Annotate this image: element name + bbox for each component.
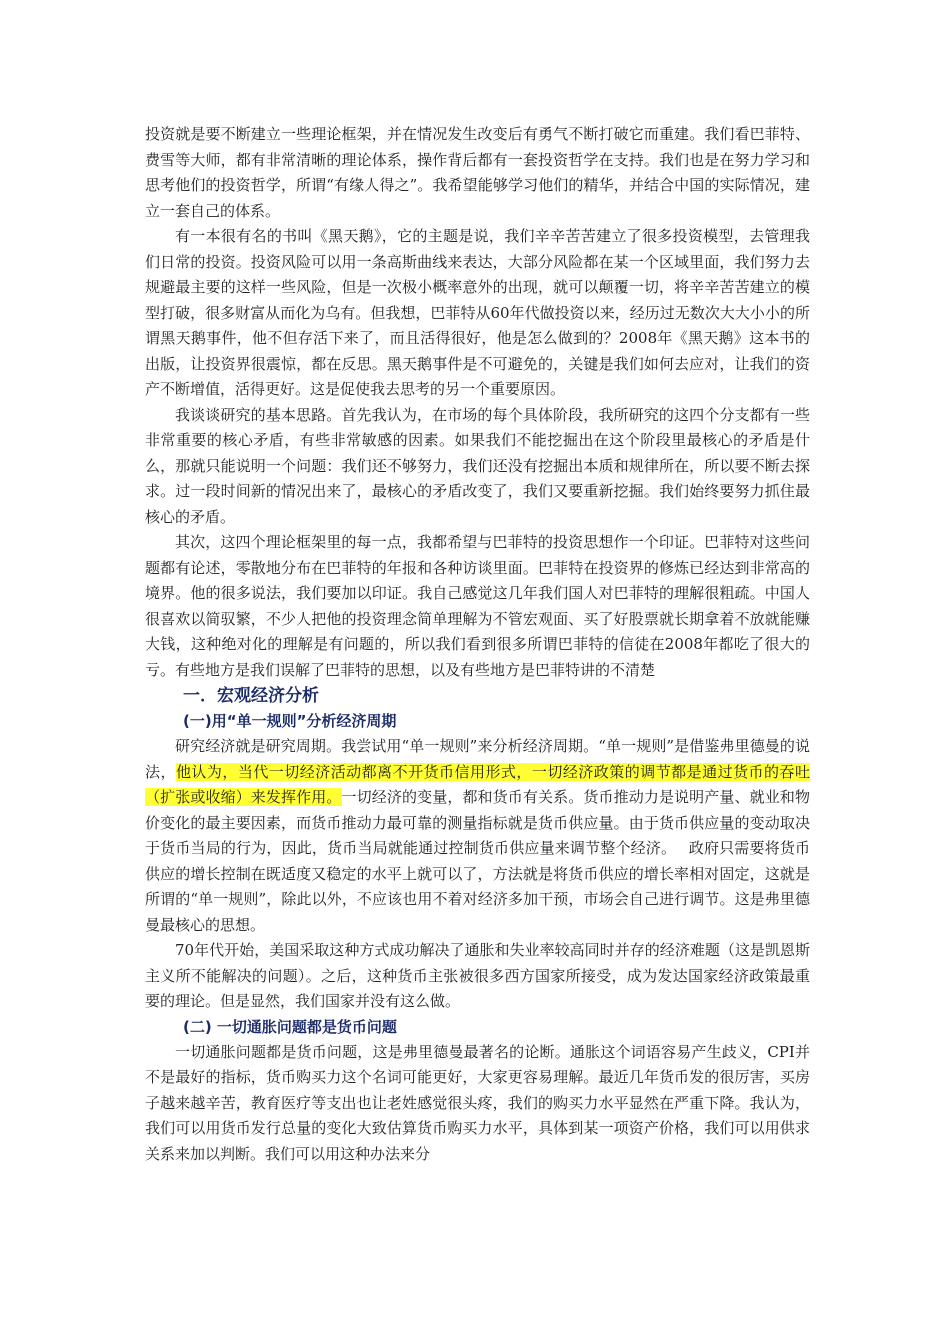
paragraph-single-rule-rest: 一切经济的变量，都和货币有关系。货币推动力是说明产量、就业和物价变化的最主要因素，而货币推动力最可靠的测量指标就是货币供应量。由于货币供应量的变动取决于货币当局的行为，因此，货币当局就能通过控制货币供应量来调节整个经济。 政府只需要将货币供应的增长控制在既适度又稳定的水平上就可以了，方法就是将货币供应的增长率相对固定，这就是所谓的“单一规则”，除此以外，不应该也用不着对经济多加干预，市场会自己进行调节。这是弗里德曼最核心的思想。 bbox=[145, 788, 810, 934]
paragraph-seventies: 70年代开始，美国采取这种方式成功解决了通胀和失业率较高同时并存的经济难题（这是凯恩斯主义所不能解决的问题）。之后，这种货币主张被很多西方国家所接受，成为发达国家经济政策最重要的理论。但是显然，我们国家并没有这么做。 bbox=[145, 941, 810, 1010]
document-page bbox=[145, 122, 810, 1167]
paragraph-2: 有一本很有名的书叫《黑天鹅》，它的主题是说，我们辛辛苦苦建立了很多投资模型，去管理我们日常的投资。投资风险可以用一条高斯曲线来表达，大部分风险都在某一个区域里面，我们努力去规避最主要的这样一些风险，但是一次极小概率意外的出现，就可以颠覆一切，将辛辛苦苦建立的模型打破，很多财富从而化为乌有。但我想，巴菲特从60年代做投资以来，经历过无数次大大小小的所谓黑天鹅事件，他不但存活下来了，而且活得很好，他是怎么做到的？2008年《黑天鹅》这本书的出版，让投资界很震惊，都在反思。黑天鹅事件是不可避免的，关键是我们如何去应对，让我们的资产不断增值，活得更好。这是促使我去思考的另一个重要原因。 bbox=[145, 227, 810, 398]
highlighted-text: 他认为，当代一切经济活动都离不开货币信用形式，一切经济政策的调节都是通过货币的吞吐（扩张或收缩）来发挥作用。 bbox=[145, 762, 810, 806]
paragraph-single-rule-lead: 研究经济就是研究周期。我尝试用“单一规则”来分析经济周期。“单一规则”是借鉴弗里德曼的说法， bbox=[145, 737, 810, 781]
section-heading-macroeconomics: 一．宏观经济分析 bbox=[183, 686, 319, 706]
paragraph-3: 我谈谈研究的基本思路。首先我认为，在市场的每个具体阶段，我所研究的这四个分支都有一些非常重要的核心矛盾，有些非常敏感的因素。如果我们不能挖掘出在这个阶段里最核心的矛盾是什么，那就只能说明一个问题：我们还不够努力，我们还没有挖掘出本质和规律所在，所以要不断去探求。过一段时间新的情况出来了，最核心的矛盾改变了，我们又要重新挖掘。我们始终要努力抓住最核心的矛盾。 bbox=[145, 405, 810, 526]
paragraph-inflation: 一切通胀问题都是货币问题，这是弗里德曼最著名的论断。通胀这个词语容易产生歧义，CPI并不是最好的指标，货币购买力这个名词可能更好，大家更容易理解。最近几年货币发的很厉害，买房子越来越辛苦，教育医疗等支出也让老姓感觉很头疼，我们的购买力水平显然在严重下降。我认为，我们可以用货币发行总量的变化大致估算货币购买力水平，具体到某一项资产价格，我们可以用供求关系来加以判断。我们可以用这种办法来分 bbox=[145, 1042, 810, 1163]
subsection-heading-inflation: (二) 一切通胀问题都是货币问题 bbox=[183, 1017, 397, 1036]
paragraph-single-rule bbox=[145, 734, 810, 938]
paragraph-4: 其次，这四个理论框架里的每一点，我都希望与巴菲特的投资思想作一个印证。巴菲特对这些问题都有论述，零散地分布在巴菲特的年报和各种访谈里面。巴菲特在投资界的修炼已经达到非常高的境界。他的很多说法，我们要加以印证。我自己感觉这几年我们国人对巴菲特的理解很粗疏。中国人很喜欢以简驭繁，不少人把他的投资理念简单理解为不管宏观面、买了好股票就长期拿着不放就能赚大钱，这种绝对化的理解是有问题的，所以我们看到很多所谓巴菲特的信徒在2008年都吃了很大的亏。有些地方是我们误解了巴菲特的思想，以及有些地方是巴菲特讲的不清楚 bbox=[145, 533, 810, 679]
paragraph-1: 投资就是要不断建立一些理论框架，并在情况发生改变后有勇气不断打破它而重建。我们看巴菲特、费雪等大师，都有非常清晰的理论体系，操作背后都有一套投资哲学在支持。我们也是在努力学习和思考他们的投资哲学，所谓“有缘人得之”。我希望能够学习他们的精华，并结合中国的实际情况，建立一套自己的体系。 bbox=[145, 125, 810, 220]
subsection-heading-single-rule: (一)用“单一规则”分析经济周期 bbox=[183, 712, 397, 730]
